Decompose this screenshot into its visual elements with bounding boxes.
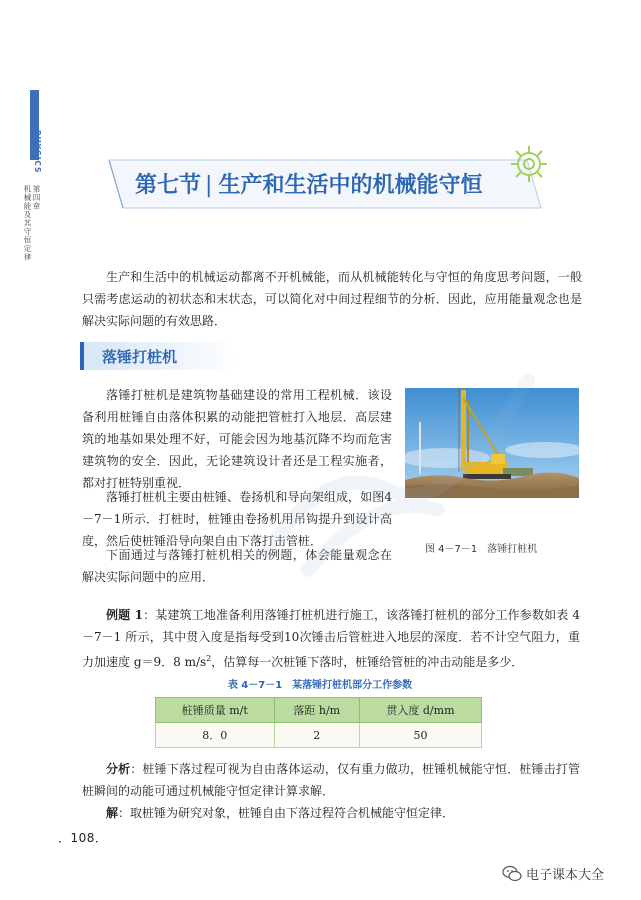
table-cell: 2 [274,723,359,748]
example-label: 例题 1 [106,608,143,622]
chapter-number: 第四章 [32,185,41,211]
solution-label: 解 [106,806,119,820]
section-title: 生产和生活中的机械能守恒 [218,173,483,198]
table-cell: 50 [359,723,481,748]
section-heading [80,342,240,370]
wechat-icon [502,865,522,883]
table-header-row [156,698,482,723]
section-title-banner [107,158,543,210]
table-row [156,723,482,748]
wechat-account-name: 电子课本大全 [526,868,605,883]
intro-paragraph: 生产和生活中的机械运动都离不开机械能，而从机械能转化与守恒的角度思考问题，一般只需考虑运动的初状态和末状态，可以简化对中间过程细节的分析．因此，应用能量观念也是解决实际问题的有效思路． [82,270,582,328]
gear-icon [508,143,550,185]
solution-text: ：取桩锤为研究对象，桩锤自由下落过程符合机械能守恒定律． [118,806,455,820]
table-header-cell: 桩锤质量 m/t [156,698,275,723]
paragraph-3: 下面通过与落锤打桩机相关的例题，体会能量观念在解决实际问题中的应用． [82,548,392,584]
paragraph-1: 落锤打桩机是建筑物基础建设的常用工程机械．该设备利用桩锤自由落体积累的动能把管桩打入地层．高层建筑的地基如果处理不好，可能会因为地基沉降不均而危害建筑物的安全．因此，无论建筑设计者还是工程实施者，都对打桩特别重视． [82,388,392,490]
example-text-end: ，估算每一次桩锤下落时，桩锤给管桩的冲击动能是多少． [211,655,524,669]
table-header-cell: 贯入度 d/mm [359,698,481,723]
page-title: 第七节 | 生产和生活中的机械能守恒 [135,173,483,198]
example-paragraph [82,604,580,673]
analysis-label: 分析 [106,762,131,776]
table-cell: 8．0 [156,723,275,748]
chapter-label [23,185,41,262]
section-number: 第七节 [135,173,202,198]
section-heading-label: 落锤打桩机 [102,348,178,366]
analysis-text: ：桩锤下落过程可视为自由落体运动，仅有重力做功，桩锤机械能守恒．桩锤击打管桩瞬间的动能可通过机械能守恒定律计算求解． [82,762,580,798]
example-text: ：某建筑工地准备利用落锤打桩机进行施工，该落锤打桩机的部分工作参数如表 4－7－1 所示，其中贯入度是指每受到10次锤击后管桩进入地层的深度．若不计空气阻力，重力加速度 g＝9．8 m/s [82,608,581,669]
paragraph-2: 落锤打桩机主要由桩锤、卷扬机和导向架组成，如图4－7－1所示．打桩时，桩锤由卷扬机用吊钩提升到设计高度，然后使桩锤沿导向架自由下落打击管桩． [82,490,392,548]
chapter-title: 机械能及其守恒定律 [23,185,32,262]
figure-caption: 图 4－7－1 落锤打桩机 [425,544,538,555]
table-title: 表 4－7－1 某落锤打桩机部分工作参数 [227,680,413,691]
solution-paragraph [82,802,580,824]
pile-driver-photo [405,388,579,498]
page-number: ．108． [58,831,108,845]
analysis-paragraph [82,758,580,802]
parameter-table [155,697,482,748]
table-header-cell: 落距 h/m [274,698,359,723]
example-superscript: 2 [206,654,212,663]
wechat-badge [502,863,640,885]
subject-label: PHYSICS [33,130,42,174]
